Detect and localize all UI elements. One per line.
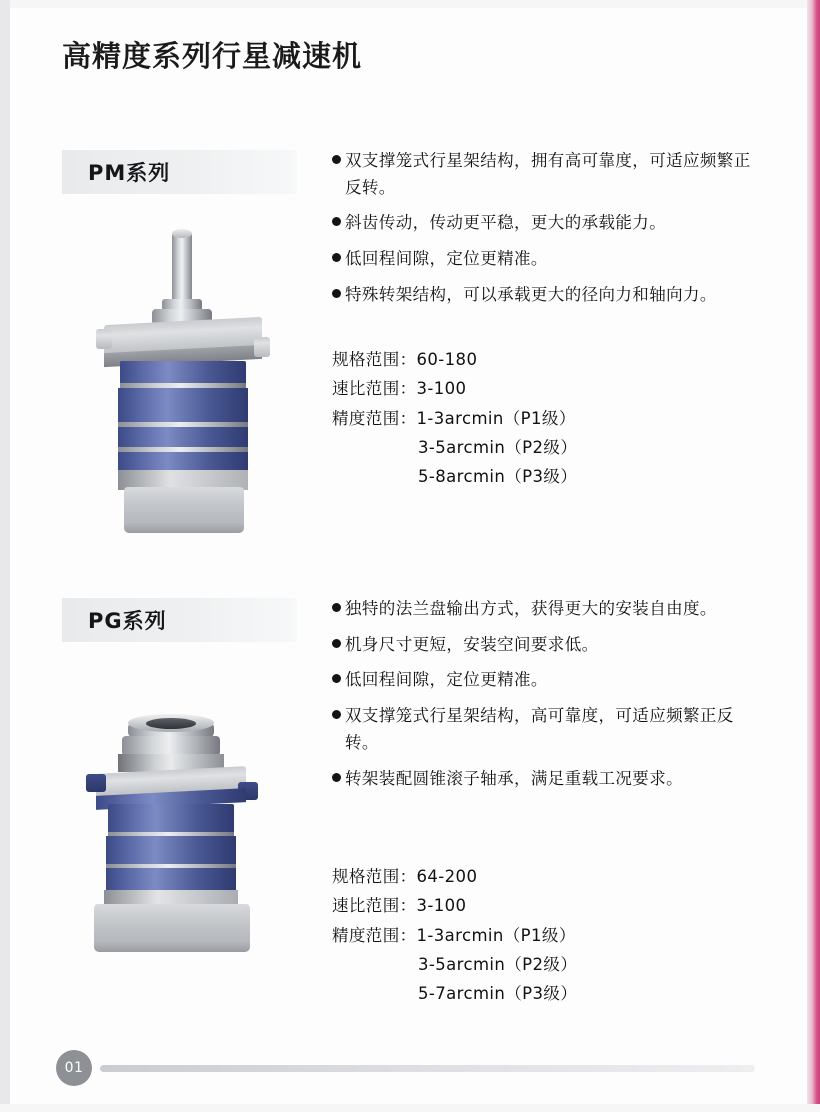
pm-series-gearbox-photo [78,225,288,525]
pm-feature-list [332,148,752,318]
pg-feature-list [332,596,752,801]
page-left-edge [0,0,10,1112]
bullet-dot-icon [332,710,341,719]
spec-row: 精度范围：1-3arcmin（P1级） [332,925,576,945]
bullet-dot-icon [332,674,341,683]
list-item [332,148,752,201]
bullet-dot-icon [332,773,341,782]
section-label-pg [62,598,297,642]
section-label-pg-text: PG系列 [88,609,167,633]
list-item-text: 独特的法兰盘输出方式，获得更大的安装自由度。 [345,599,717,618]
list-item-text: 双支撑笼式行星架结构，高可靠度，可适应频繁正反转。 [345,706,734,752]
list-item-text: 机身尺寸更短，安装空间要求低。 [345,634,599,654]
list-item-text: 低回程间隙，定位更精准。 [345,670,548,690]
spec-row: 速比范围：3-100 [332,896,467,916]
list-item-text: 特殊转架结构，可以承载更大的径向力和轴向力。 [345,284,717,304]
spec-row: 精度范围：1-3arcmin（P1级） [332,408,576,428]
spec-row: 3-5arcmin（P2级） [418,955,578,975]
page-top-edge [0,0,820,8]
list-item [332,596,752,623]
list-item [332,703,752,756]
spec-row: 规格范围：60-180 [332,350,478,369]
spec-row: 5-7arcmin（P3级） [418,984,578,1004]
list-item [332,282,752,309]
page-title: 高精度系列行星减速机 [62,39,363,73]
page-bottom-edge [0,1104,820,1112]
page-number-badge: 01 [56,1050,92,1086]
bullet-dot-icon [332,639,341,648]
pg-spec-block [332,862,752,1009]
list-item [332,632,752,659]
spec-row: 5-8arcmin（P3级） [418,467,578,487]
list-item [332,667,752,694]
spec-row: 规格范围：64-200 [332,867,478,886]
pg-series-gearbox-photo [66,700,286,960]
list-item-text: 双支撑笼式行星架结构，拥有高可靠度，可适应频繁正反转。 [345,151,751,197]
section-label-pm-text: PM系列 [88,161,171,185]
bullet-dot-icon [332,603,341,612]
bullet-dot-icon [332,253,341,262]
pm-spec-block [332,345,752,492]
bullet-dot-icon [332,289,341,298]
section-label-pm [62,150,297,194]
list-item-text: 低回程间隙，定位更精准。 [345,249,548,269]
footer-rule [100,1065,755,1072]
list-item [332,766,752,793]
bullet-dot-icon [332,155,341,164]
list-item-text: 斜齿传动，传动更平稳，更大的承载能力。 [345,213,667,233]
bullet-dot-icon [332,217,341,226]
list-item-text: 转架装配圆锥滚子轴承，满足重载工况要求。 [345,768,683,788]
list-item [332,210,752,237]
page-right-accent-bar [807,0,820,1112]
spec-row: 速比范围：3-100 [332,379,467,399]
list-item [332,246,752,273]
spec-row: 3-5arcmin（P2级） [418,438,578,458]
